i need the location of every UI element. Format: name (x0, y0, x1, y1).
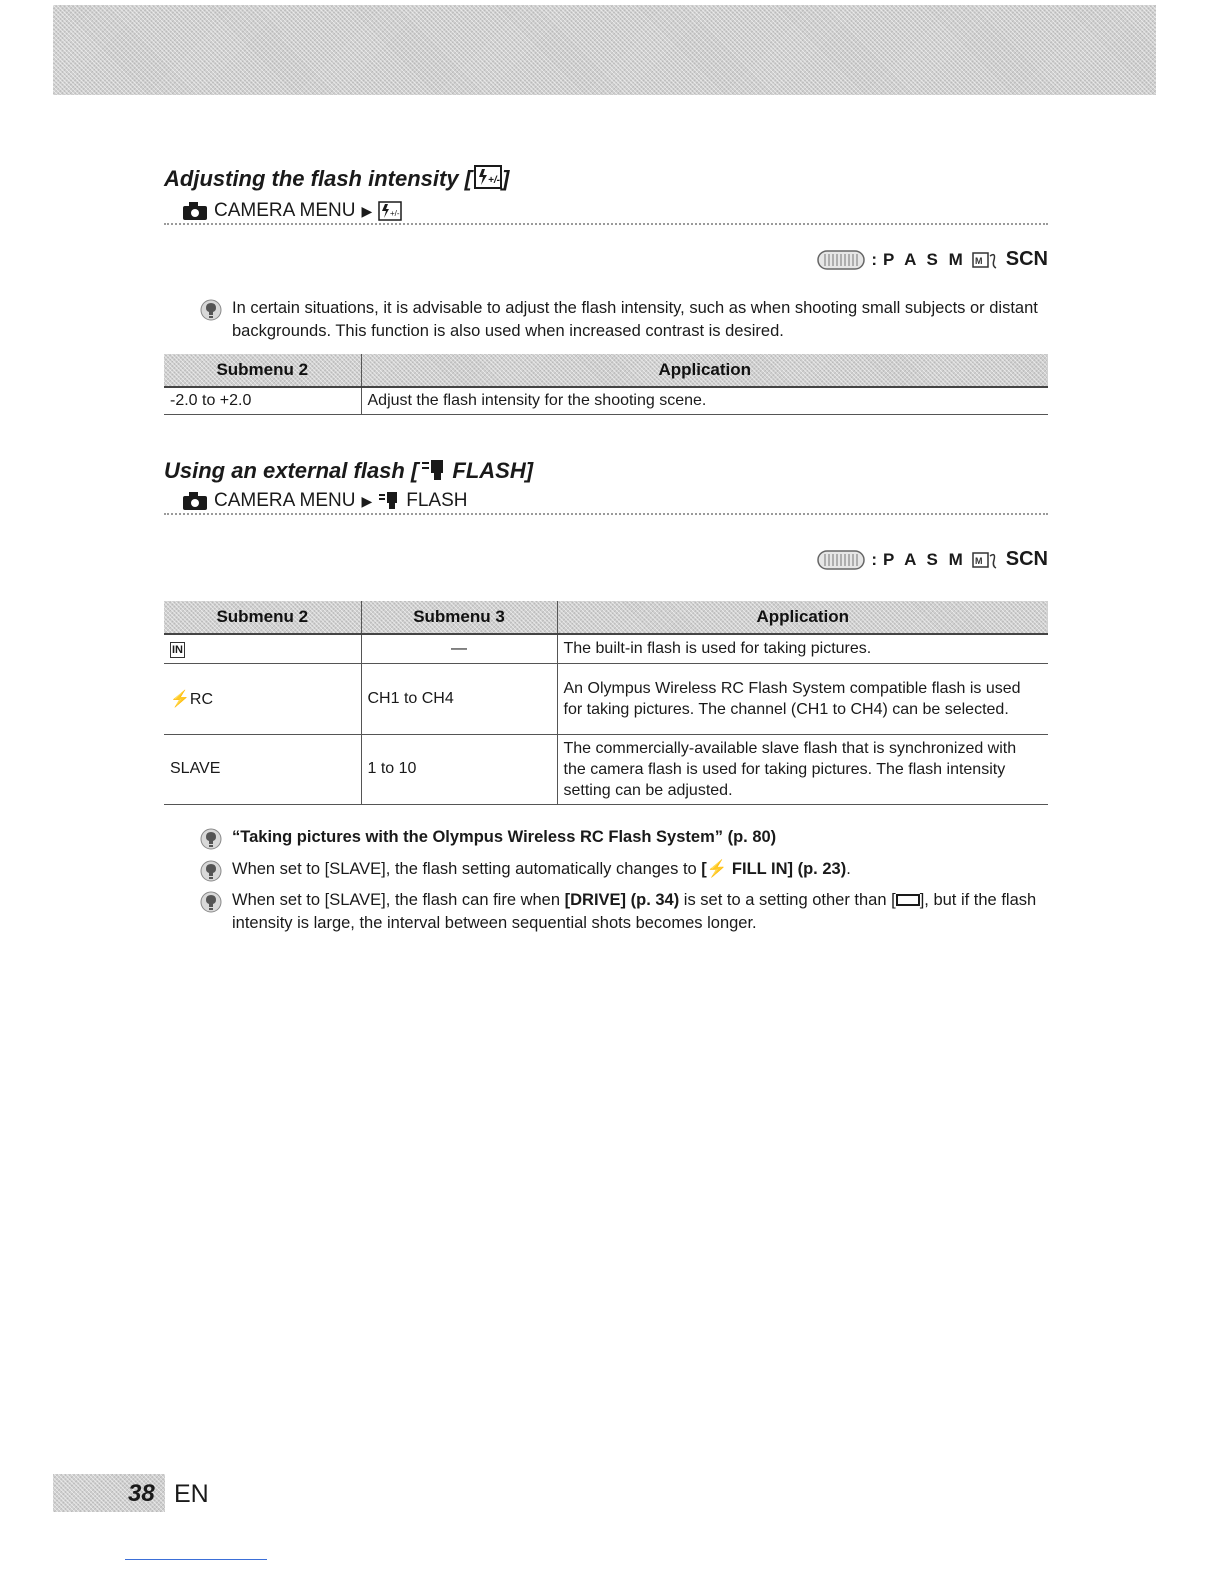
tip-icon (200, 299, 222, 321)
camera-icon (182, 201, 208, 221)
table-external-flash (164, 601, 1048, 805)
flash-bolt-icon: ⚡ (706, 860, 728, 878)
header-application: Application (361, 354, 1048, 387)
scn-label: SCN (1005, 548, 1048, 570)
tip-icon (200, 860, 222, 882)
note-flash-intensity (200, 297, 1048, 343)
modes-label: P A S M (883, 549, 966, 569)
cell-submenu-3: CH1 to CH4 (361, 663, 557, 734)
cell-submenu-2 (164, 634, 361, 663)
movie-mode-icon (972, 250, 998, 270)
header-submenu-2: Submenu 2 (164, 601, 361, 634)
page-number: 38 (128, 1480, 155, 1507)
cell-application: Adjust the flash intensity for the shooting scene. (361, 387, 1048, 414)
svg-text:M: M (974, 555, 986, 566)
table-row (164, 387, 1048, 414)
note-slave-fill-in: When set to [SLAVE], the flash setting automatically changes to [⚡ FILL IN] (p. 23). (200, 858, 1048, 882)
section-title-flash-intensity: Adjusting the flash intensity [ +/- ] (164, 166, 510, 191)
menu-path-external-flash (164, 489, 1048, 515)
menu-path-label: CAMERA MENU (214, 200, 356, 221)
cell-submenu-3: 1 to 10 (361, 734, 557, 804)
header-banner (53, 5, 1156, 95)
arrow-right-icon: ▶ (361, 202, 373, 219)
table-row (164, 734, 1048, 804)
modes-label: P A S M (883, 249, 966, 269)
table-flash-intensity (164, 354, 1048, 415)
note-rc-reference (200, 826, 1048, 850)
cell-application: An Olympus Wireless RC Flash System compatible flash is used for taking pictures. The channel (CH1 to CH4) can be selected. (557, 663, 1048, 734)
note-text: In certain situations, it is advisable to adjust the flash intensity, such as when shooting small subjects or distant backgrounds. This function is also used when increased contrast is desired. (232, 299, 1038, 340)
external-flash-icon (420, 459, 446, 481)
footer-rule (125, 1559, 267, 1560)
flash-compensation-icon (474, 165, 502, 189)
menu-path-label: CAMERA MENU (214, 490, 356, 511)
note-text: “Taking pictures with the Olympus Wireless RC Flash System” (p. 80) (232, 828, 777, 846)
shooting-modes: : P A S M M SCN (817, 548, 1048, 571)
flash-bolt-icon: ⚡ (170, 690, 190, 708)
cell-application: The commercially-available slave flash that is synchronized with the camera flash is used for taking pictures. The flash intensity setting can be adjusted. (557, 734, 1048, 804)
arrow-right-icon: ▶ (361, 492, 373, 509)
in-flash-icon: IN (172, 643, 183, 656)
cell-submenu-2: SLAVE (164, 734, 361, 804)
flash-compensation-icon (378, 201, 402, 221)
cell-submenu-2: ⚡RC (164, 663, 361, 734)
table-row (164, 634, 1048, 663)
cell-submenu-2: -2.0 to +2.0 (164, 387, 361, 414)
svg-text:+/-: +/- (390, 209, 400, 218)
note-slave-drive: When set to [SLAVE], the flash can fire when [DRIVE] (p. 34) is set to a setting other than [ ], but if the flash intensity is large, the interval between sequential shots becomes longer. (200, 889, 1048, 935)
shooting-modes: : P A S M M SCN (817, 248, 1048, 271)
mode-dial-icon (817, 249, 865, 271)
svg-text:+/-: +/- (488, 175, 500, 186)
camera-icon (182, 491, 208, 511)
menu-path-flash-intensity (164, 199, 1048, 225)
tip-icon (200, 891, 222, 913)
menu-path-flash-label: FLASH (406, 490, 468, 511)
external-flash-icon (378, 491, 400, 511)
table-row (164, 663, 1048, 734)
page-language: EN (174, 1480, 209, 1508)
header-submenu-3: Submenu 3 (361, 601, 557, 634)
tip-icon (200, 828, 222, 850)
cell-submenu-3: — (361, 634, 557, 663)
header-application: Application (557, 601, 1048, 634)
scn-label: SCN (1005, 248, 1048, 270)
single-frame-icon (896, 894, 920, 906)
section-title-external-flash: Using an external flash [ FLASH] (164, 458, 534, 483)
mode-dial-icon (817, 549, 865, 571)
movie-mode-icon (972, 550, 998, 570)
cell-application: The built-in flash is used for taking pictures. (557, 634, 1048, 663)
header-submenu-2: Submenu 2 (164, 354, 361, 387)
svg-text:M: M (974, 255, 986, 266)
